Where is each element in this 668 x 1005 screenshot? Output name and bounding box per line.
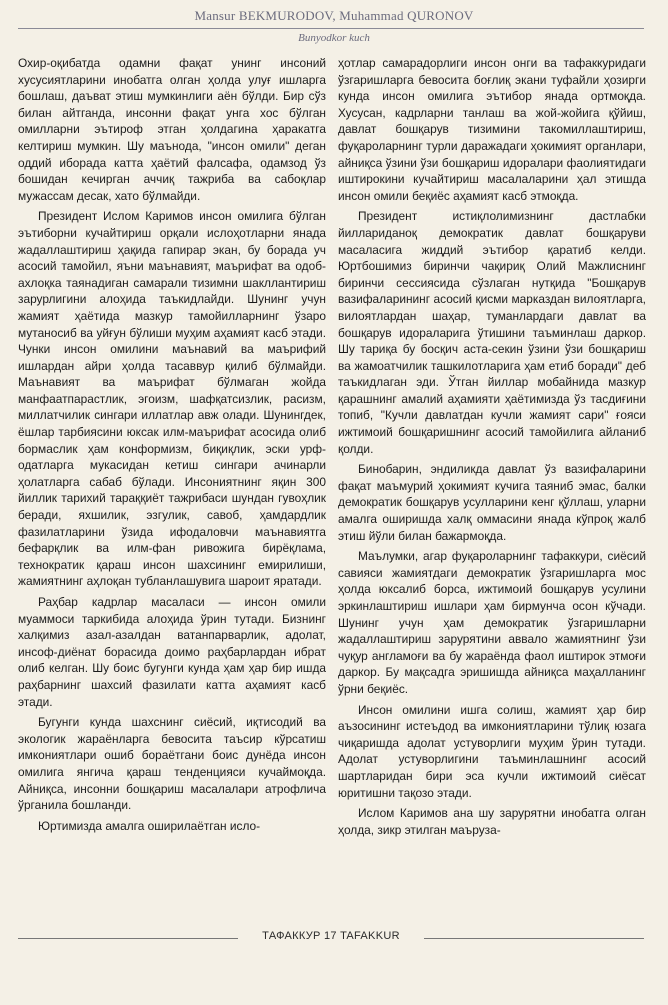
paragraph: Бинобарин, эндиликда давлат ўз вазифаларини фақат маъмурий ҳокимият кучига таяниб эмас, балки демократик бошқарув усулларини кенг қўллаш, уларни амалга оширишда халқ оммасини янада кўпроқ жалб этиш йўли билан бажармоқда. — [338, 462, 646, 543]
paragraph: ҳотлар самарадорлиги инсон онги ва тафаккуридаги ўзгаришларга бевосита боғлиқ экани туфайли ҳозирги кунда инсон омилига эътибор янада ортмоқда. Хусусан, кадрларни танлаш ва жой-жойига қўйиш, давлат бошқарув тизимини такомиллаштириш, фуқароларнинг турли даражадаги ҳокимият органлари, айниқса ўзини ўзи бошқариш идоралари фаолиятидаги иштирокини кучайтириш масалаларини ҳал этишда инсон омили беқиёс аҳамият касб этмоқда. — [338, 56, 646, 203]
paragraph: Маълумки, агар фуқароларнинг тафаккури, сиёсий савияси жамиятдаги демократик ўзгаришларга мос ҳолда юксалиб борса, ижтимоий бошқарув усулини эркинлаштириш ишлари ҳам бирмунча осон кўчади. Шунинг учун ҳам демократик ўзгаришларни жадаллаштириш зарурятини аввало жамиятнинг ўзи чуқур англамоғи ва бу жараёнда фаол иштирок этмоғи даркор. Бу мақсадга эришишда айниқса маҳалланинг ўрни беқиёс. — [338, 549, 646, 696]
header-rule — [18, 28, 644, 29]
running-header-title: Bunyodkor kuch — [298, 32, 370, 44]
footer-page-number: ТАФАККУР 17 TAFAKKUR — [262, 930, 400, 942]
paragraph: Президент Ислом Каримов инсон омилига бўлган эътиборни кучайтириш орқали ислоҳотларни янада жадаллаштириш ҳақида гапирар экан, бу борада уч асосий тамойил, яъни маънавият, маърифат ва одоб-ахлоқка таянадиган самарали тизимни шакллантириш зарурлигини алоҳида таъкидлайди. Шунинг учун жамият ҳаётида мазкур тамойилларнинг ўзаро мутаносиб ва уйғун бўлиши муҳим аҳамият касб этади. Чунки инсон омилини маънавий ва маърифий ишлардан айри ҳолда тасаввур қилиб бўлмайди. Маънавият ва маърифат бўлмаган жойда манфаатпарастлик, эгоизм, шафқатсизлик, расизм, миллатчилик сингари иллатлар авж олади. Шунингдек, ёшлар тарбиясини юксак илм-маърифат асосида олиб бормаслик ҳам конформизм, биқиқлик, эски урф-одатларга мукасидан кетиш сингари ачинарли ҳолатларга сабаб бўлади. Инсониятнинг яқин 300 йиллик тарихий тараққиёт тажрибаси шундан гувоҳлик беради, яхшилик, эзгулик, савоб, ҳамдардлик фазилатларини ўзида ифодаловчи маънавиятга бефарқлик ва илм-фан ривожига бирёқлама, технократик қараш инсон шахсининг емирилиши, жамиятнинг аҳлоқан тубланлашувига шароит яратади. — [18, 209, 326, 589]
paragraph: Юртимизда амалга оширилаётган исло- — [38, 818, 261, 833]
paragraph: Инсон омилини ишга солиш, жамият ҳар бир аъзосининг истеъдод ва имкониятларини тўлиқ юзага чиқаришда адолат устуворлиги муҳим ўрин тутади. Адолат устуворлигини таъминлашнинг асосий шартларидан бири эса кучли ижтимоий сиёсат юритишни тақозо этади. — [338, 702, 646, 800]
paragraph: Раҳбар кадрлар масаласи — инсон омили муаммоси таркибида алоҳида ўрин тутади. Бизнинг халқимиз азал-азалдан ватанпарварлик, адолат, инсоф-диёнат борасида доимо раҳбарлардан ибрат олиб келган. Шу боис бугунги кунда ҳам ҳар бир ишда раҳбарнинг шахсий фазилати катта аҳамият касб этади. — [18, 595, 326, 709]
paragraph: Охир-оқибатда одамни фақат унинг инсоний хусусиятларини инобатга олган ҳолда улуғ ишларга бошлаш, даъват этиш мумкинлиги аён бўлди. Бир сўз билан айтганда, инсонни фақат унга хос бўлган омилларни эътироф этган ҳолдагина ҳаракатга келтириш мумкин. Шу маънода, "инсон омили" деган оддий иборада катта ҳаётий фалсафа, одамзод ўз бошидан кечирган аччиқ тажриба ва сабоқлар мужассам десак, хато бўлмайди. — [18, 56, 326, 203]
footer-rule-right — [424, 938, 644, 939]
running-header-authors: Mansur BEKMURODOV, Muhammad QURONOV — [194, 8, 474, 23]
paragraph: Ислом Каримов ана шу зарурятни инобатга олган ҳолда, зикр этилган маърузa- — [338, 806, 646, 837]
left-column — [18, 55, 326, 838]
paragraph: Бугунги кунда шахснинг сиёсий, иқтисодий ва экологик жараёнларга бевосита таъсир кўрсатиш имкониятлари ошиб бораётгани боис дунёда инсон омилига янгича қараш тенденцияси кучаймоқда. Айниқса, инсонни бошқариш масалалари атрофлича ўрганила бошланди. — [18, 715, 326, 813]
page-footer — [18, 930, 644, 948]
right-column — [338, 55, 646, 842]
paragraph: Президент истиқлолимизнинг дастлабки йиллариданоқ демократик давлат бошқаруви масаласига жиддий эътибор қаратиб келди. Юртбошимиз биринчи чақириқ Олий Мажлиснинг биринчи сессиясида сўзлаган нутқида "Бошқарув вазифаларининг асосий қисми марказдан вилоятларга, вилоятлардан шаҳар, туманлардаги давлат ва бошқарув идораларига ўтишини таъминлаш даркор. Шу тариқа бу босқич аста-секин ўзини ўзи бошқариш ва жамоатчилик ташкилотларига ҳам етиб боради" деб таъкидлаган эди. Ўтган йиллар мобайнида мазкур қарашнинг амалий аҳамияти ҳаётимизда ўз тасдиғини топиб, "Кучли давлатдан кучли жамият сари" ғояси ижтимоий бошқаришнинг асосий тамойилига айланиб қолди. — [338, 209, 646, 456]
